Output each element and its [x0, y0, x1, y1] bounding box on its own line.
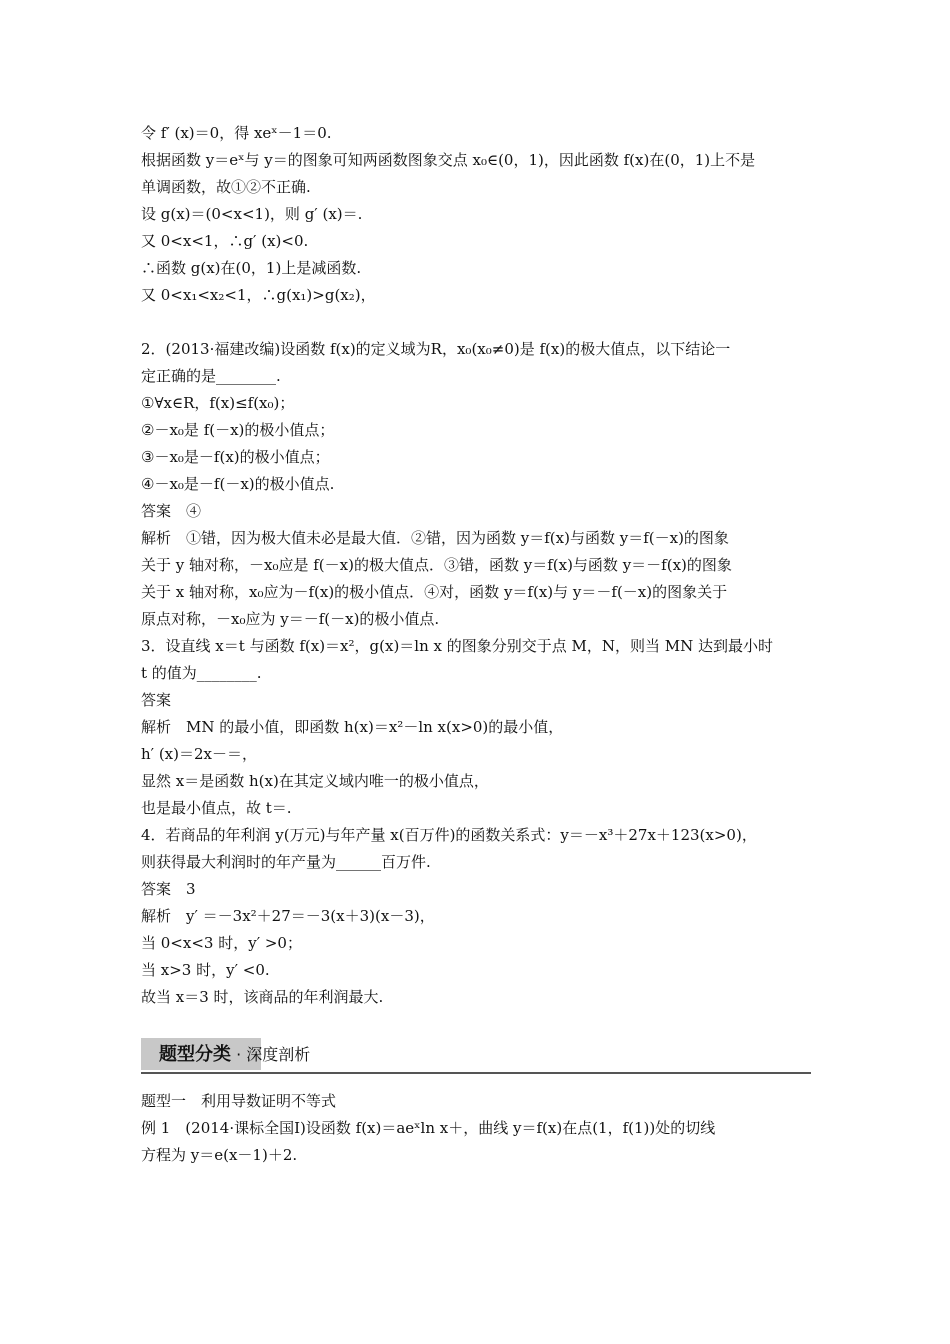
analysis-line: 解析 MN 的最小值，即函数 h(x)＝x²－ln x(x>0)的最小值，	[141, 718, 564, 736]
problem-2-line: 2．(2013·福建改编)设函数 f(x)的定义域为R，x₀(x₀≠0)是 f(x)的极大值点，以下结论一	[141, 340, 731, 358]
analysis-line: 当 0<x<3 时，y′ >0；	[141, 934, 302, 952]
option-line: ③－x₀是－f(x)的极小值点；	[141, 448, 330, 466]
text-line: ∴函数 g(x)在(0，1)上是减函数.	[141, 259, 362, 277]
answer-line: 答案 ④	[141, 502, 202, 520]
section-header	[141, 1038, 811, 1074]
example-line: 例 1 (2014·课标全国Ⅰ)设函数 f(x)＝aeˣln x＋，曲线 y＝f(x)在点(1，f(1))处的切线	[141, 1119, 716, 1137]
text-line: 根据函数 y＝eˣ与 y＝的图象可知两函数图象交点 x₀∈(0，1)，因此函数 f(x)在(0，1)上不是	[141, 151, 756, 169]
topic-heading: 题型一 利用导数证明不等式	[141, 1092, 337, 1110]
problem-4-line: 则获得最大利润时的年产量为______百万件.	[141, 853, 431, 871]
analysis-line: 关于 x 轴对称，x₀应为－f(x)的极小值点．④对，函数 y＝f(x)与 y＝－f(－x)的图象关于	[141, 583, 728, 601]
option-line: ②－x₀是 f(－x)的极小值点；	[141, 421, 335, 439]
text-line: 令 f′ (x)＝0，得 xeˣ－1＝0.	[141, 124, 332, 142]
problem-3-line: 3．设直线 x＝t 与函数 f(x)＝x²，g(x)＝ln x 的图象分别交于点 M，N，则当 MN 达到最小时	[141, 637, 774, 655]
section-header-text	[159, 1041, 310, 1069]
analysis-line: 也是最小值点，故 t＝.	[141, 799, 292, 817]
text-line-with-images	[141, 309, 811, 336]
analysis-line: 解析 y′ ＝－3x²＋27＝－3(x＋3)(x－3)，	[141, 907, 435, 925]
problem-2-line: 定正确的是________.	[141, 367, 281, 385]
section-title-main: 题型分类	[159, 1044, 231, 1065]
section-title-sub: 深度剖析	[246, 1045, 311, 1064]
analysis-line: 解析 ①错，因为极大值未必是最大值．②错，因为函数 y＝f(x)与函数 y＝f(－x)的图象	[141, 529, 729, 547]
problem-3-line: t 的值为________.	[141, 664, 262, 682]
example-line: 方程为 y＝e(x－1)＋2.	[141, 1146, 298, 1164]
answer-line: 答案	[141, 691, 172, 709]
problem-4-line: 4．若商品的年利润 y(万元)与年产量 x(百万件)的函数关系式：y＝－x³＋27x＋123(x>0)，	[141, 826, 757, 844]
analysis-line: 显然 x＝是函数 h(x)在其定义域内唯一的极小值点，	[141, 772, 489, 790]
text-line: 又 0<x<1，∴g′ (x)<0.	[141, 232, 309, 250]
text-line: 单调函数，故①②不正确.	[141, 178, 311, 196]
analysis-line: 原点对称，－x₀应为 y＝－f(－x)的极小值点.	[141, 610, 440, 628]
option-line: ①∀x∈R，f(x)≤f(x₀)；	[141, 394, 295, 412]
option-line: ④－x₀是－f(－x)的极小值点.	[141, 475, 335, 493]
text-line: 设 g(x)＝(0<x<1)，则 g′ (x)＝.	[141, 205, 363, 223]
answer-line: 答案 3	[141, 880, 196, 898]
analysis-line: 关于 y 轴对称，－x₀应是 f(－x)的极大值点．③错，函数 y＝f(x)与函数 y＝－f(x)的图象	[141, 556, 732, 574]
analysis-line: 当 x>3 时，y′ <0.	[141, 961, 270, 979]
document-content	[141, 120, 811, 1169]
analysis-line: 故当 x＝3 时，该商品的年利润最大.	[141, 988, 384, 1006]
analysis-line: h′ (x)＝2x－＝，	[141, 745, 258, 763]
text-line: 又 0<x₁<x₂<1，∴g(x₁)>g(x₂)，	[141, 286, 376, 304]
section-title-sep: ·	[231, 1045, 247, 1064]
